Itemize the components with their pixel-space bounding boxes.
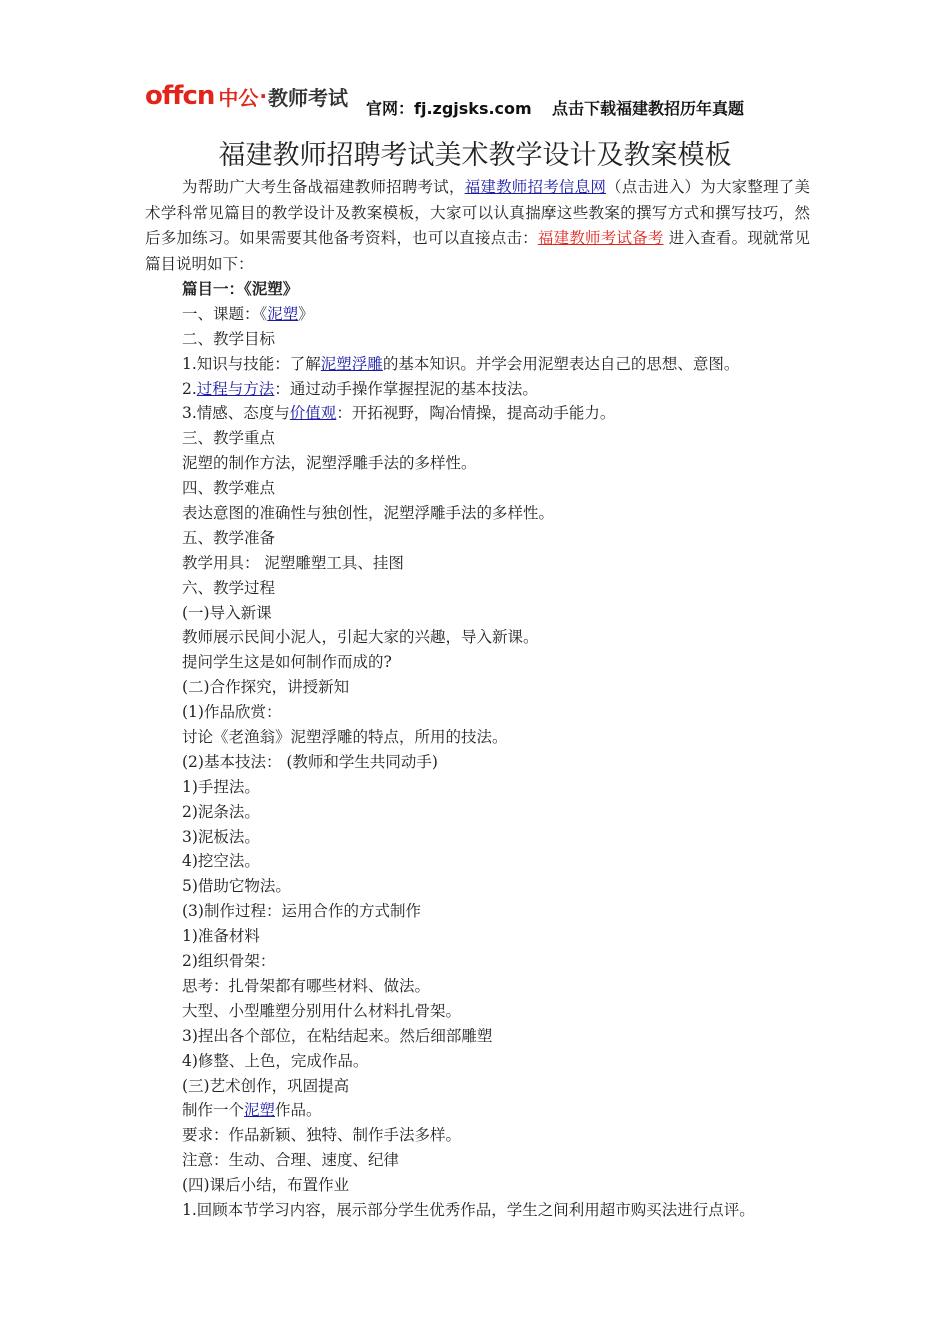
text-line: 提问学生这是如何制作而成的? [182, 653, 392, 672]
page-header [145, 78, 805, 118]
text-line: 1)手捏法。 [182, 777, 260, 796]
text-line: 表达意图的准确性与独创性，泥塑浮雕手法的多样性。 [182, 504, 555, 523]
intro-text-3: 进入查看。现就常见篇目说明如下： [145, 229, 810, 273]
create-work-line [145, 1098, 810, 1123]
heading-teaching-goals: 二、教学目标 [182, 329, 276, 348]
goal-process-suffix: ：通过动手操作掌握捏泥的基本技法。 [274, 379, 538, 398]
text-line: 注意：生动、合理、速度、纪律 [182, 1151, 400, 1170]
document-title: 福建教师招聘考试美术教学设计及教案模板 [218, 140, 732, 171]
clay-sculpture-link-2[interactable]: 泥塑 [244, 1101, 276, 1120]
text-line: 教学用具： 泥塑雕塑工具、挂图 [182, 553, 404, 572]
text-line: 1.回顾本节学习内容，展示部分学生优秀作品，学生之间利用超市购买法进行点评。 [182, 1200, 755, 1219]
goal-emotion-suffix: ：开拓视野，陶冶情操，提高动手能力。 [336, 404, 616, 423]
text-line: (二)合作探究，讲授新知 [182, 678, 350, 697]
text-line: (四)课后小结，布置作业 [182, 1176, 350, 1195]
heading-difficulties: 四、教学难点 [182, 479, 276, 498]
process-method-link[interactable]: 过程与方法 [196, 379, 275, 398]
heading-preparation: 五、教学准备 [182, 528, 276, 547]
section-title-1: 篇目一：《泥塑》 [182, 279, 299, 298]
lesson-topic-line [145, 302, 810, 327]
lesson-topic-suffix: 》 [298, 304, 314, 323]
text-line: 2)组织骨架： [182, 952, 276, 971]
document-body [145, 175, 810, 1223]
create-work-suffix: 作品。 [275, 1101, 322, 1120]
text-line: 1)准备材料 [182, 927, 260, 946]
goal-process-prefix: 2. [182, 379, 197, 398]
text-line: (3)制作过程：运用合作的方式制作 [182, 902, 421, 921]
goal-knowledge-suffix: 的基本知识。并学会用泥塑表达自己的思想、意图。 [382, 354, 740, 373]
text-line: 2)泥条法。 [182, 802, 260, 821]
text-line: 3)捏出各个部位，在粘结起来。然后细部雕塑 [182, 1026, 493, 1045]
goal-knowledge-prefix: 1.知识与技能：了解 [182, 354, 321, 373]
text-line: 5)借助它物法。 [182, 877, 291, 896]
logo-zhonggong-text: 中公 [218, 85, 259, 110]
lesson-topic-prefix: 一、课题：《 [182, 304, 268, 323]
clay-relief-link[interactable]: 泥塑浮雕 [320, 354, 383, 373]
goal-emotion-prefix: 3.情感、态度与 [182, 404, 290, 423]
logo-offcn-text: offcn [145, 81, 215, 111]
heading-key-points: 三、教学重点 [182, 429, 276, 448]
intro-text-1: 为帮助广大考生备战福建教师招聘考试， [182, 178, 465, 196]
exam-prep-link[interactable]: 福建教师考试备考 [537, 229, 664, 247]
text-line: 3)泥板法。 [182, 827, 260, 846]
intro-paragraph [145, 175, 810, 277]
clay-sculpture-link[interactable]: 泥塑 [267, 304, 299, 323]
text-line: 思考：扎骨架都有哪些材料、做法。 [182, 976, 431, 995]
text-line: 讨论《老渔翁》泥塑浮雕的特点，所用的技法。 [182, 728, 508, 747]
info-network-link[interactable]: 福建教师招考信息网 [464, 178, 607, 196]
goal-process-line [145, 377, 810, 402]
goal-knowledge-line [145, 352, 810, 377]
logo-separator: · [259, 84, 268, 108]
create-work-prefix: 制作一个 [182, 1101, 245, 1120]
offcn-logo[interactable] [145, 78, 348, 114]
intro-text-2: （点击进入）为大家整理了美术学科常见篇目的教学设计及教案模板，大家可以认真揣摩这些教案的撰写方式和撰写技巧，然后多加练习。如果需要其他备考资料，也可以直接点击： [145, 178, 810, 247]
text-line: (2)基本技法： (教师和学生共同动手) [182, 752, 438, 771]
text-line: 4)挖空法。 [182, 852, 260, 871]
official-site-link[interactable]: 官网：fj.zgjsks.com [366, 99, 532, 118]
goal-emotion-line [145, 401, 810, 426]
heading-teaching-process: 六、教学过程 [182, 578, 276, 597]
text-line: (一)导入新课 [182, 603, 272, 622]
text-line: (三)艺术创作，巩固提高 [182, 1076, 350, 1095]
text-line: 教师展示民间小泥人，引起大家的兴趣，导入新课。 [182, 628, 539, 647]
text-line: 泥塑的制作方法，泥塑浮雕手法的多样性。 [182, 454, 477, 473]
logo-exam-text: 教师考试 [268, 85, 349, 110]
text-line: 要求：作品新颖、独特、制作手法多样。 [182, 1126, 462, 1145]
text-line: 4)修整、上色，完成作品。 [182, 1051, 369, 1070]
text-line: 大型、小型雕塑分别用什么材料扎骨架。 [182, 1001, 462, 1020]
text-line: (1)作品欣赏： [182, 703, 282, 722]
values-link[interactable]: 价值观 [289, 404, 337, 423]
download-exam-link[interactable]: 点击下载福建教招历年真题 [552, 99, 745, 118]
